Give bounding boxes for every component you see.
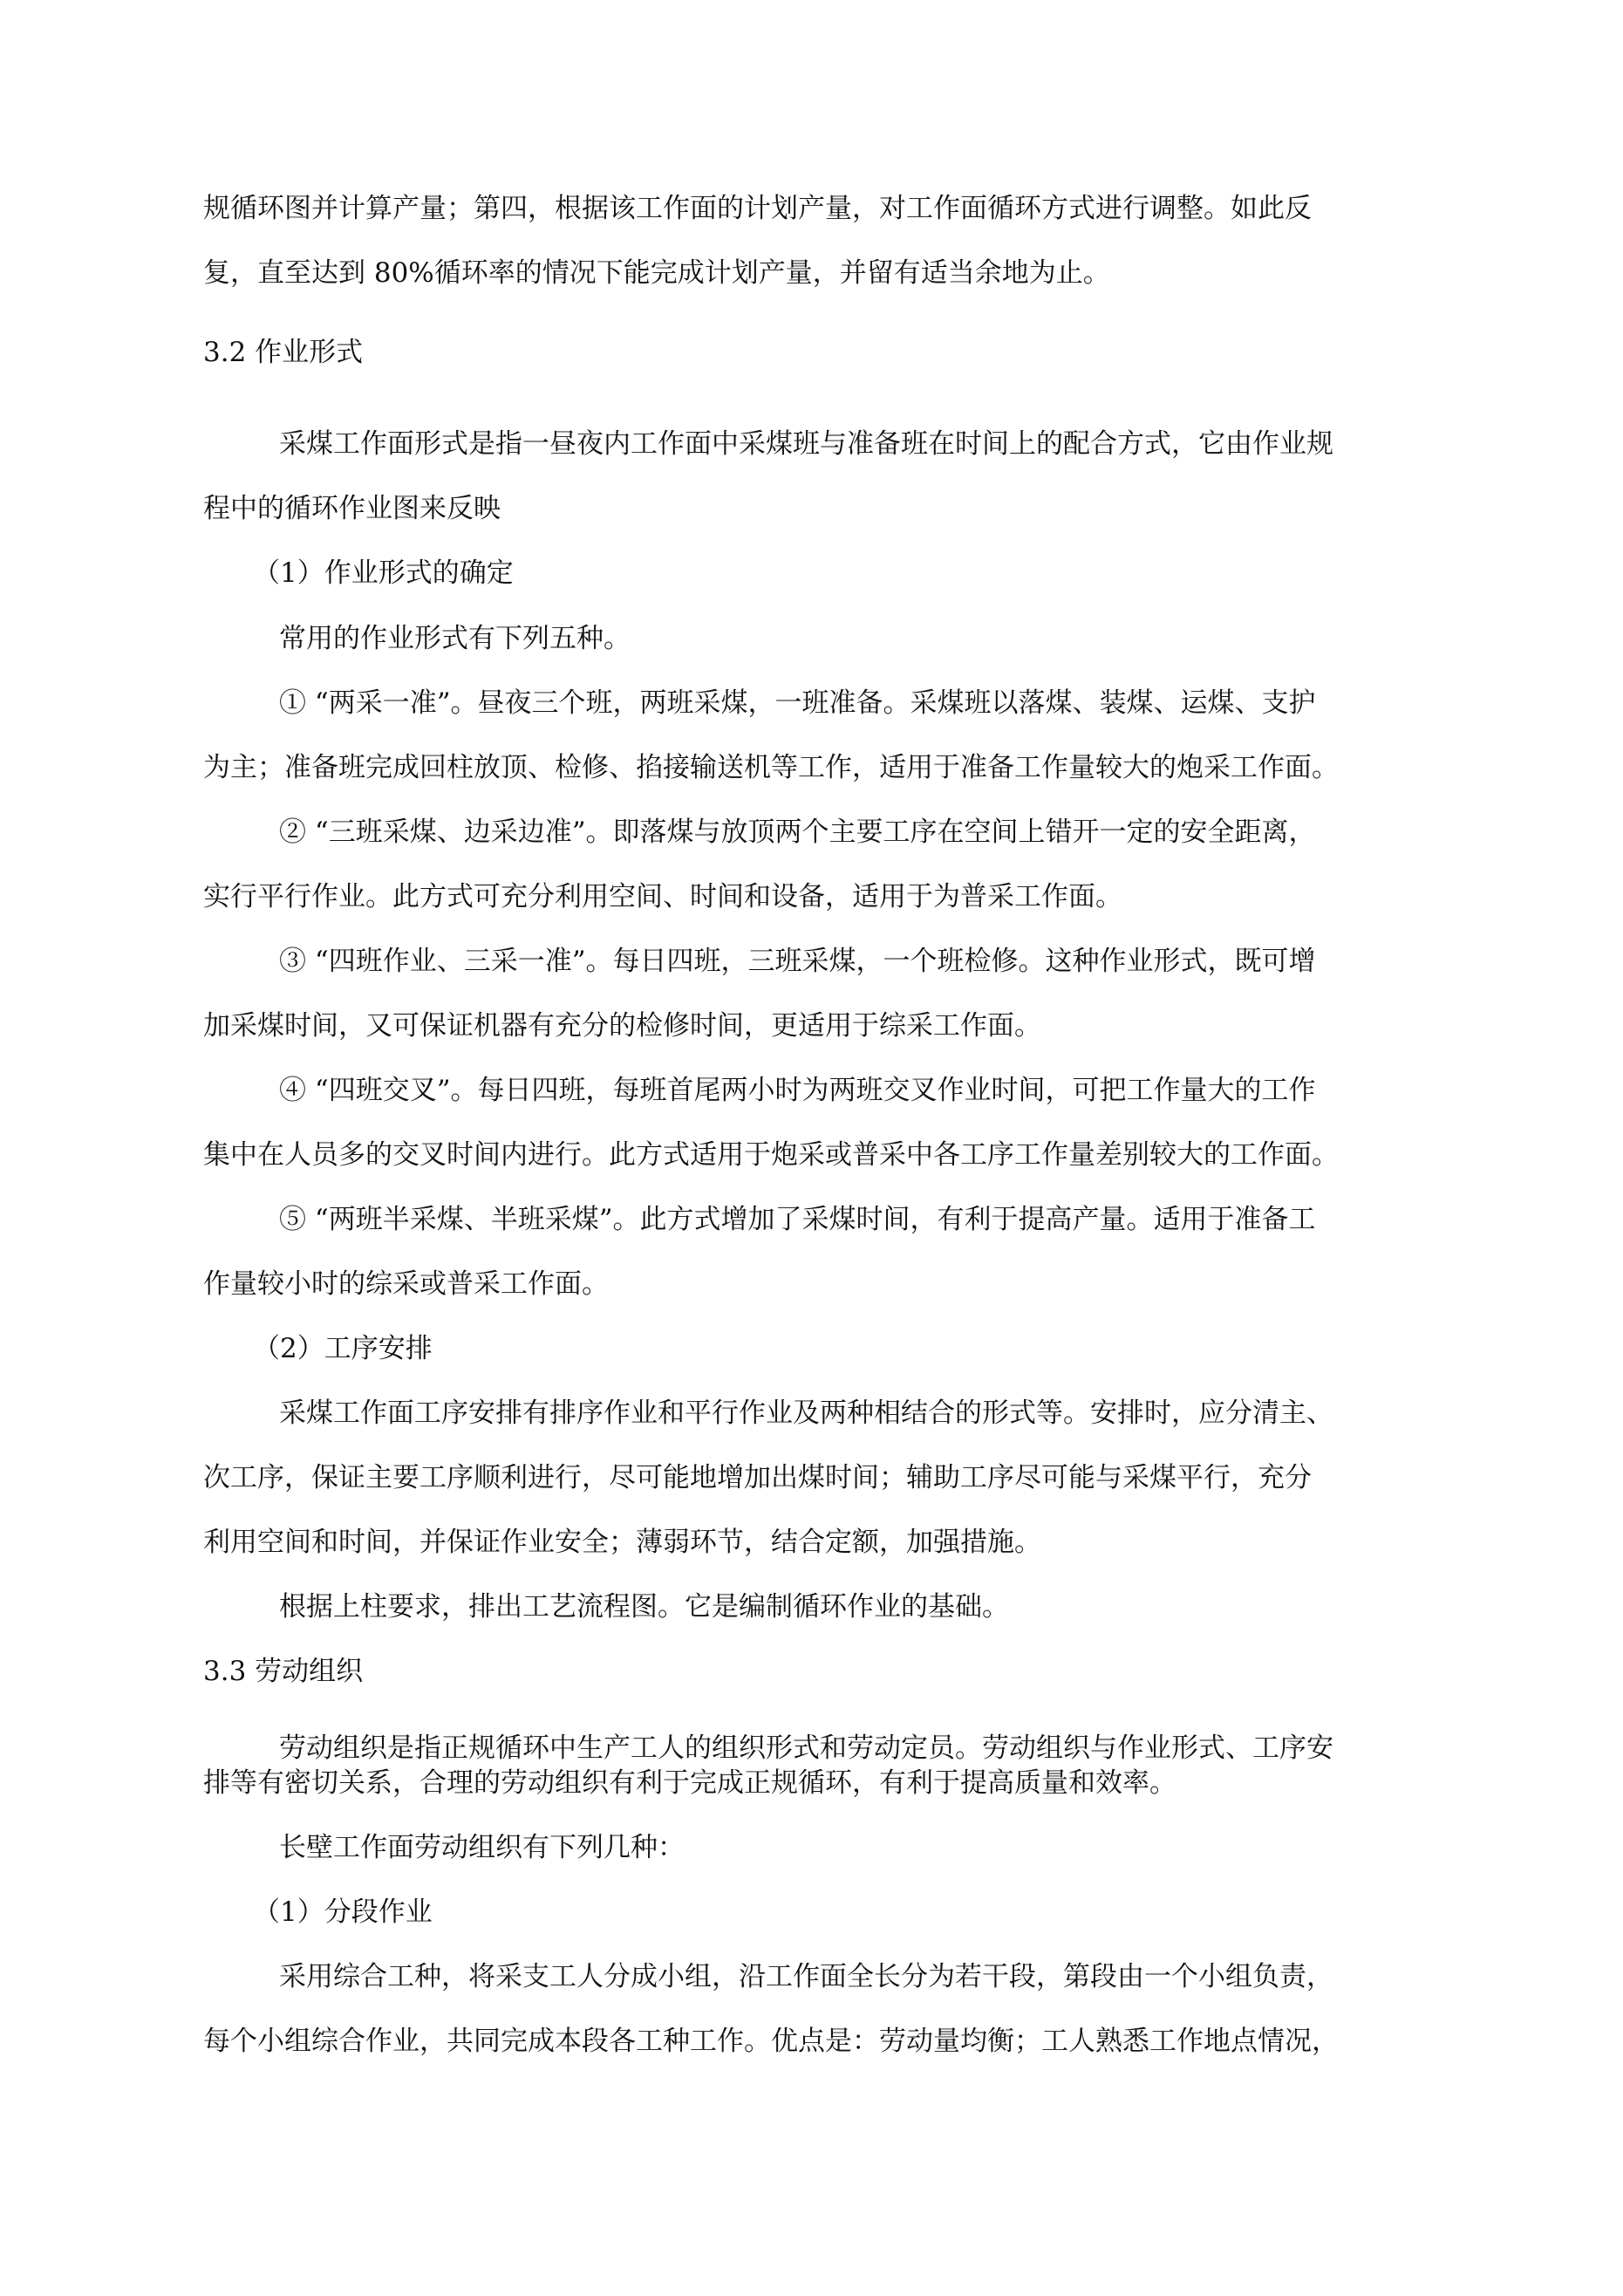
section-heading: 3.3 劳动组织 [203,1656,364,1687]
paragraph-line: 根据上柱要求，排出工艺流程图。它是编制循环作业的基础。 [279,1591,1009,1623]
paragraph-line: 采用综合工种，将采支工人分成小组，沿工作面全长分为若干段，第段由一个小组负责， [279,1961,1333,1992]
paragraph-line: 采煤工作面工序安排有排序作业和平行作业及两种相结合的形式等。安排时，应分清主、 [279,1397,1333,1429]
list-item-line: 集中在人员多的交叉时间内进行。此方式适用于炮采或普采中各工序工作量差别较大的工作面。 [203,1139,1339,1171]
paragraph-line: 劳动组织是指正规循环中生产工人的组织形式和劳动定员。劳动组织与作业形式、工序安 [279,1732,1333,1764]
paragraph-line: 采煤工作面形式是指一昼夜内工作面中采煤班与准备班在时间上的配合方式，它由作业规 [279,428,1333,460]
paragraph-line: 复，直至达到 80%循环率的情况下能完成计划产量，并留有适当余地为止。 [203,257,1110,289]
list-item-line: ② “三班采煤、边采边准”。即落煤与放顶两个主要工序在空间上错开一定的安全距离， [279,817,1316,848]
subsection-heading: （1）作业形式的确定 [253,557,514,589]
paragraph-line: 长壁工作面劳动组织有下列几种： [279,1832,685,1863]
list-item-line: ④ “四班交叉”。每日四班，每班首尾两小时为两班交叉作业时间，可把工作量大的工作 [279,1075,1316,1106]
subsection-heading: （2）工序安排 [253,1333,433,1364]
subsection-heading: （1）分段作业 [253,1896,433,1928]
paragraph-line: 规循环图并计算产量；第四，根据该工作面的计划产量，对工作面循环方式进行调整。如此反 [203,193,1312,224]
paragraph-line: 次工序，保证主要工序顺利进行，尽可能地增加出煤时间；辅助工序尽可能与采煤平行，充分 [203,1462,1312,1493]
list-item-line: 加采煤时间，又可保证机器有充分的检修时间，更适用于综采工作面。 [203,1010,1041,1042]
list-item-line: 为主；准备班完成回柱放顶、检修、掐接输送机等工作，适用于准备工作量较大的炮采工作面。 [203,752,1339,783]
list-item-line: ③ “四班作业、三采一准”。每日四班，三班采煤，一个班检修。这种作业形式，既可增 [279,946,1316,977]
paragraph-line: 每个小组综合作业，共同完成本段各工种工作。优点是：劳动量均衡；工人熟悉工作地点情况， [203,2026,1339,2057]
paragraph-line: 排等有密切关系，合理的劳动组织有利于完成正规循环，有利于提高质量和效率。 [203,1767,1176,1799]
paragraph-line: 利用空间和时间，并保证作业安全；薄弱环节，结合定额，加强措施。 [203,1527,1041,1558]
list-item-line: ① “两采一准”。昼夜三个班，两班采煤，一班准备。采煤班以落煤、装煤、运煤、支护 [279,687,1316,719]
list-item-line: 作量较小时的综采或普采工作面。 [203,1268,609,1300]
list-item-line: ⑤ “两班半采煤、半班采煤”。此方式增加了采煤时间，有利于提高产量。适用于准备工 [279,1204,1316,1235]
list-item-line: 实行平行作业。此方式可充分利用空间、时间和设备，适用于为普采工作面。 [203,881,1122,912]
paragraph-line: 程中的循环作业图来反映 [203,493,501,524]
paragraph-line: 常用的作业形式有下列五种。 [279,623,631,654]
section-heading: 3.2 作业形式 [203,337,364,368]
